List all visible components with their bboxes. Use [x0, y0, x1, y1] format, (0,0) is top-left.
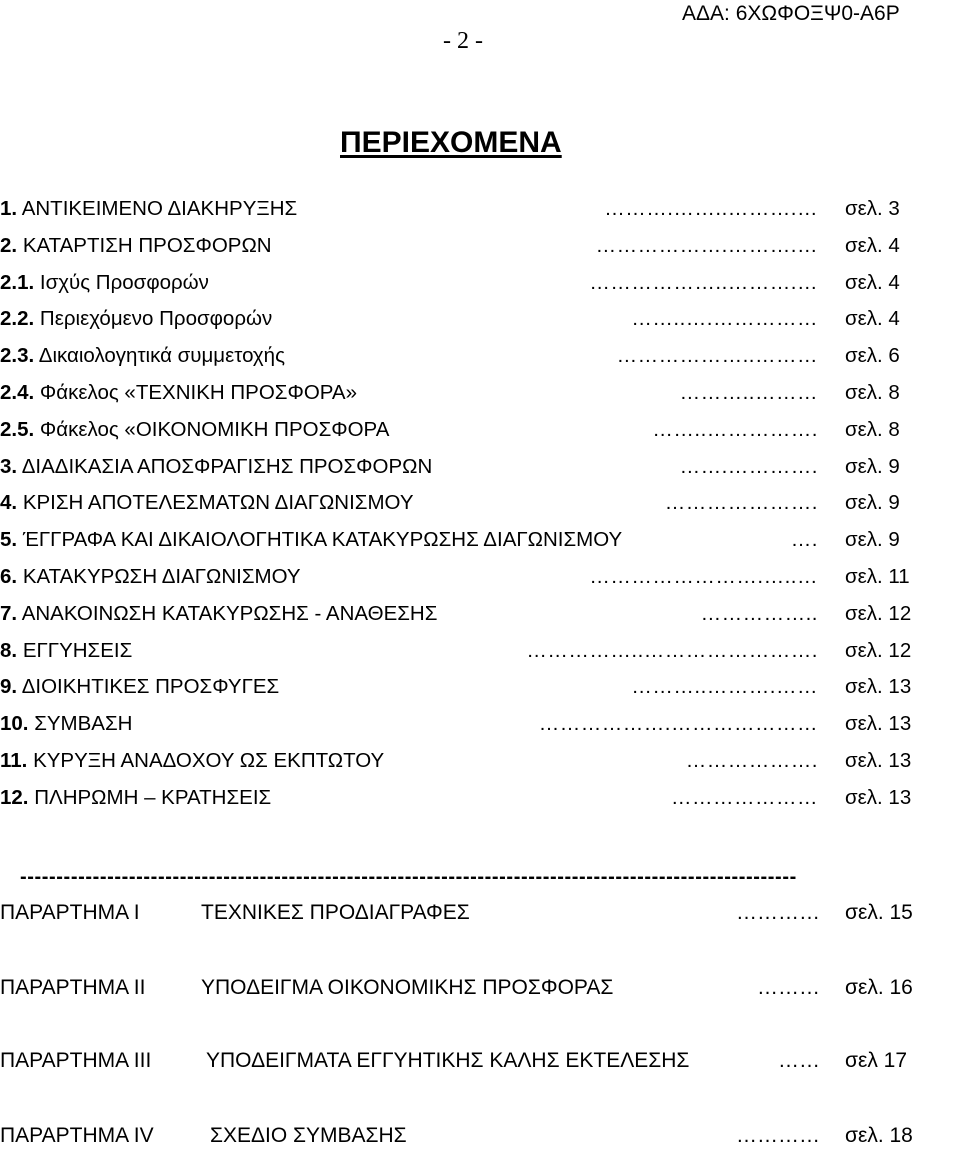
toc-entry [0, 637, 960, 674]
toc-entry-title: Περιεχόμενο Προσφορών [39, 307, 273, 331]
appendix-page: σελ 17 [845, 1049, 908, 1072]
toc-entry-title: ΚΡΙΣΗ ΑΠΟΤΕΛΕΣΜΑΤΩΝ ΔΙΑΓΩΝΙΣΜΟΥ [22, 491, 414, 515]
toc-entry-page: σελ. 13 [845, 712, 912, 736]
toc-entry-title: Δικαιολογητικά συμμετοχής [38, 344, 285, 368]
toc-entry-title: Φάκελος «ΤΕΧΝΙΚΗ ΠΡΟΣΦΟΡΑ» [39, 380, 357, 404]
toc-entry-leader: ……..….…………… [631, 307, 818, 331]
appendix-leader: …… [778, 1049, 820, 1072]
toc-entry-text [0, 784, 271, 812]
appendix-page: σελ. 16 [845, 976, 913, 999]
toc-entry-text [0, 637, 132, 665]
toc-entry-text [0, 379, 357, 407]
toc-entry-number: 2.5. [0, 417, 35, 441]
toc-entry-text [0, 453, 432, 481]
toc-entry-leader: …………………….…..… [589, 564, 818, 588]
appendix-label: ΠΑΡΑΡΤΗΜΑ ΙΙΙ [0, 1049, 152, 1072]
toc-entry-number: 5. [0, 528, 18, 552]
toc-entry [0, 600, 960, 637]
toc-entry-text [0, 526, 622, 554]
toc-entry-text [0, 673, 279, 701]
toc-entry-page: σελ. 11 [845, 564, 910, 588]
toc-entry-title: ΑΝΤΙΚΕΙΜΕΝΟ ΔΙΑΚΗΡΥΞΗΣ [21, 197, 298, 220]
toc-entry [0, 563, 960, 600]
toc-entry [0, 342, 960, 379]
toc-entry-number: 2. [0, 233, 18, 257]
toc-entry-text [0, 305, 272, 333]
ada-code: ΑΔΑ: 6ΧΩΦΟΞΨ0-Α6Ρ [682, 2, 900, 25]
toc-entry-page: σελ. 12 [845, 638, 912, 662]
toc-entry-number: 7. [0, 601, 18, 625]
toc-entry-leader: ……….……..……….… [604, 197, 818, 220]
toc-entry-leader: ……………..……………………. [526, 638, 818, 662]
toc-entry-page: σελ. 13 [845, 748, 912, 772]
toc-entry-number: 2.3. [0, 344, 35, 368]
appendix-label: ΠΑΡΑΡΤΗΜΑ ΙV [0, 1124, 154, 1147]
appendix-title: ΤΕΧΝΙΚΕΣ ΠΡΟΔΙΑΓΡΑΦΕΣ [201, 901, 470, 924]
appendix-label: ΠΑΡΑΡΤΗΜΑ Ι [0, 901, 140, 924]
toc-entry [0, 232, 960, 269]
toc-entry-title: ΑΝΑΚΟΙΝΩΣΗ ΚΑΤΑΚΥΡΩΣΗΣ - ΑΝΑΘΕΣΗΣ [21, 601, 438, 625]
toc-entry-title: Ισχύς Προσφορών [39, 270, 209, 294]
toc-entry-page: σελ. 9 [845, 454, 900, 478]
appendix-page: σελ. 18 [845, 1124, 913, 1147]
appendix-leader: ……… [757, 976, 820, 999]
page-number: - 2 - [443, 28, 483, 54]
toc-entry [0, 489, 960, 526]
toc-entry-number: 1. [0, 197, 18, 220]
toc-entry-number: 11. [0, 748, 28, 772]
toc-entry-text [0, 710, 132, 738]
toc-entry-page: σελ. 3 [845, 197, 900, 220]
toc-entry-page: σελ. 13 [845, 675, 912, 699]
appendix-entry [0, 1122, 960, 1152]
toc-entry-number: 2.1. [0, 270, 35, 294]
toc-entry-text [0, 195, 297, 223]
toc-entry-page: σελ. 12 [845, 601, 912, 625]
toc-entry-page: σελ. 4 [845, 233, 900, 257]
appendix-title: ΣΧΕΔΙΟ ΣΥΜΒΑΣΗΣ [210, 1124, 407, 1147]
toc-entry-page: σελ. 8 [845, 380, 900, 404]
toc-entry-leader: ………..……… [679, 380, 818, 404]
toc-entry-text [0, 269, 209, 297]
appendix-title: ΥΠΟΔΕΙΓΜΑΤΑ ΕΓΓΥΗΤΙΚΗΣ ΚΑΛΗΣ ΕΚΤΕΛΕΣΗΣ [206, 1049, 690, 1072]
toc-entry-text [0, 600, 437, 628]
toc-entry-text [0, 342, 285, 370]
toc-entry [0, 784, 960, 821]
toc-entry-title: ΚΑΤΑΚΥΡΩΣΗ ΔΙΑΓΩΝΙΣΜΟΥ [22, 564, 301, 588]
toc-entry-text [0, 416, 389, 444]
toc-entry-title: ΠΛΗΡΩΜΗ – ΚΡΑΤΗΣΕΙΣ [34, 785, 272, 809]
toc-entry-page: σελ. 9 [845, 491, 900, 515]
appendix-title: ΥΠΟΔΕΙΓΜΑ ΟΙΚΟΝΟΜΙΚΗΣ ΠΡΟΣΦΟΡΑΣ [201, 976, 614, 999]
toc-entry-leader: ………………..……….… [589, 270, 818, 294]
appendix-page: σελ. 15 [845, 901, 913, 924]
toc-entry-number: 6. [0, 564, 18, 588]
toc-entry-number: 9. [0, 675, 18, 699]
toc-entry-number: 3. [0, 454, 18, 478]
appendix-leader: ………… [736, 901, 820, 924]
toc-entry-title: ΈΓΓΡΑΦΑ ΚΑΙ ΔΙΚΑΙΟΛΟΓΗΤΙΚΑ ΚΑΤΑΚΥΡΩΣΗΣ ΔΙΑΓΩΝΙΣΜΟΥ [22, 528, 623, 552]
toc-entry [0, 379, 960, 416]
toc-entry-page: σελ. 13 [845, 785, 912, 809]
toc-entry-title: ΣΥΜΒΑΣΗ [34, 712, 133, 736]
toc-entry-page: σελ. 4 [845, 307, 900, 331]
toc-entry [0, 416, 960, 453]
toc-entry [0, 195, 960, 232]
toc-entry-number: 8. [0, 638, 18, 662]
toc-entry-title: ΚΥΡΥΞΗ ΑΝΑΔΟΧΟΥ ΩΣ ΕΚΠΤΩΤΟΥ [33, 748, 385, 772]
toc-entry-title: ΔΙΑΔΙΚΑΣΙΑ ΑΠΟΣΦΡΑΓΙΣΗΣ ΠΡΟΣΦΟΡΩΝ [21, 454, 433, 478]
toc-entry-number: 12. [0, 785, 29, 809]
toc-entry-page: σελ. 6 [845, 344, 900, 368]
page-title: ΠΕΡΙΕΧΟΜΕΝΑ [340, 126, 562, 159]
toc-entry [0, 526, 960, 563]
appendix-label: ΠΑΡΑΡΤΗΜΑ ΙΙ [0, 976, 146, 999]
appendix-entry [0, 1047, 960, 1077]
toc-entry-title: ΕΓΓΥΗΣΕΙΣ [22, 638, 133, 662]
toc-entry-leader: ………………..……… [616, 344, 818, 368]
toc-entry [0, 710, 960, 747]
toc-entry-text [0, 747, 384, 775]
toc-entry [0, 747, 960, 784]
toc-entry-leader: ……………….……….… [595, 233, 818, 257]
appendix-entry [0, 899, 960, 929]
toc-entry-number: 2.2. [0, 307, 35, 331]
toc-entry [0, 269, 960, 306]
toc-entry [0, 673, 960, 710]
toc-entry-number: 4. [0, 491, 18, 515]
toc-entry-text [0, 563, 301, 591]
appendix-leader: ………… [736, 1124, 820, 1147]
toc-entry-leader: …….…………. [679, 454, 818, 478]
toc-entry-page: σελ. 9 [845, 528, 900, 552]
toc-entry [0, 453, 960, 490]
toc-entry-number: 10. [0, 712, 29, 736]
toc-entry-leader: …. [790, 528, 818, 552]
toc-entry-leader: ……………….………………… [538, 712, 818, 736]
toc-entry-leader: ………..……….…… [631, 675, 818, 699]
toc-entry-leader: ………………… [671, 785, 818, 809]
toc-entry-page: σελ. 4 [845, 270, 900, 294]
toc-entry-leader: …………….. [700, 601, 818, 625]
toc-entry-leader: …………………. [664, 491, 818, 515]
toc-entry-title: Φάκελος «ΟΙΚΟΝΟΜΙΚΗ ΠΡΟΣΦΟΡΑ [39, 417, 390, 441]
toc-entry-page: σελ. 8 [845, 417, 900, 441]
toc-entry-leader: ………………. [685, 748, 818, 772]
table-of-contents [0, 195, 960, 821]
toc-entry-leader: ……..……………. [652, 417, 818, 441]
toc-entry [0, 305, 960, 342]
toc-entry-title: ΚΑΤΑΡΤΙΣΗ ΠΡΟΣΦΟΡΩΝ [22, 233, 272, 257]
appendix-entry [0, 974, 960, 1004]
toc-entry-number: 2.4. [0, 380, 35, 404]
section-divider: ----------------------------------------------------------------------------------------------------------- [20, 866, 797, 888]
toc-entry-text [0, 489, 414, 517]
toc-entry-text [0, 232, 272, 260]
toc-entry-title: ΔΙΟΙΚΗΤΙΚΕΣ ΠΡΟΣΦΥΓΕΣ [21, 675, 280, 699]
